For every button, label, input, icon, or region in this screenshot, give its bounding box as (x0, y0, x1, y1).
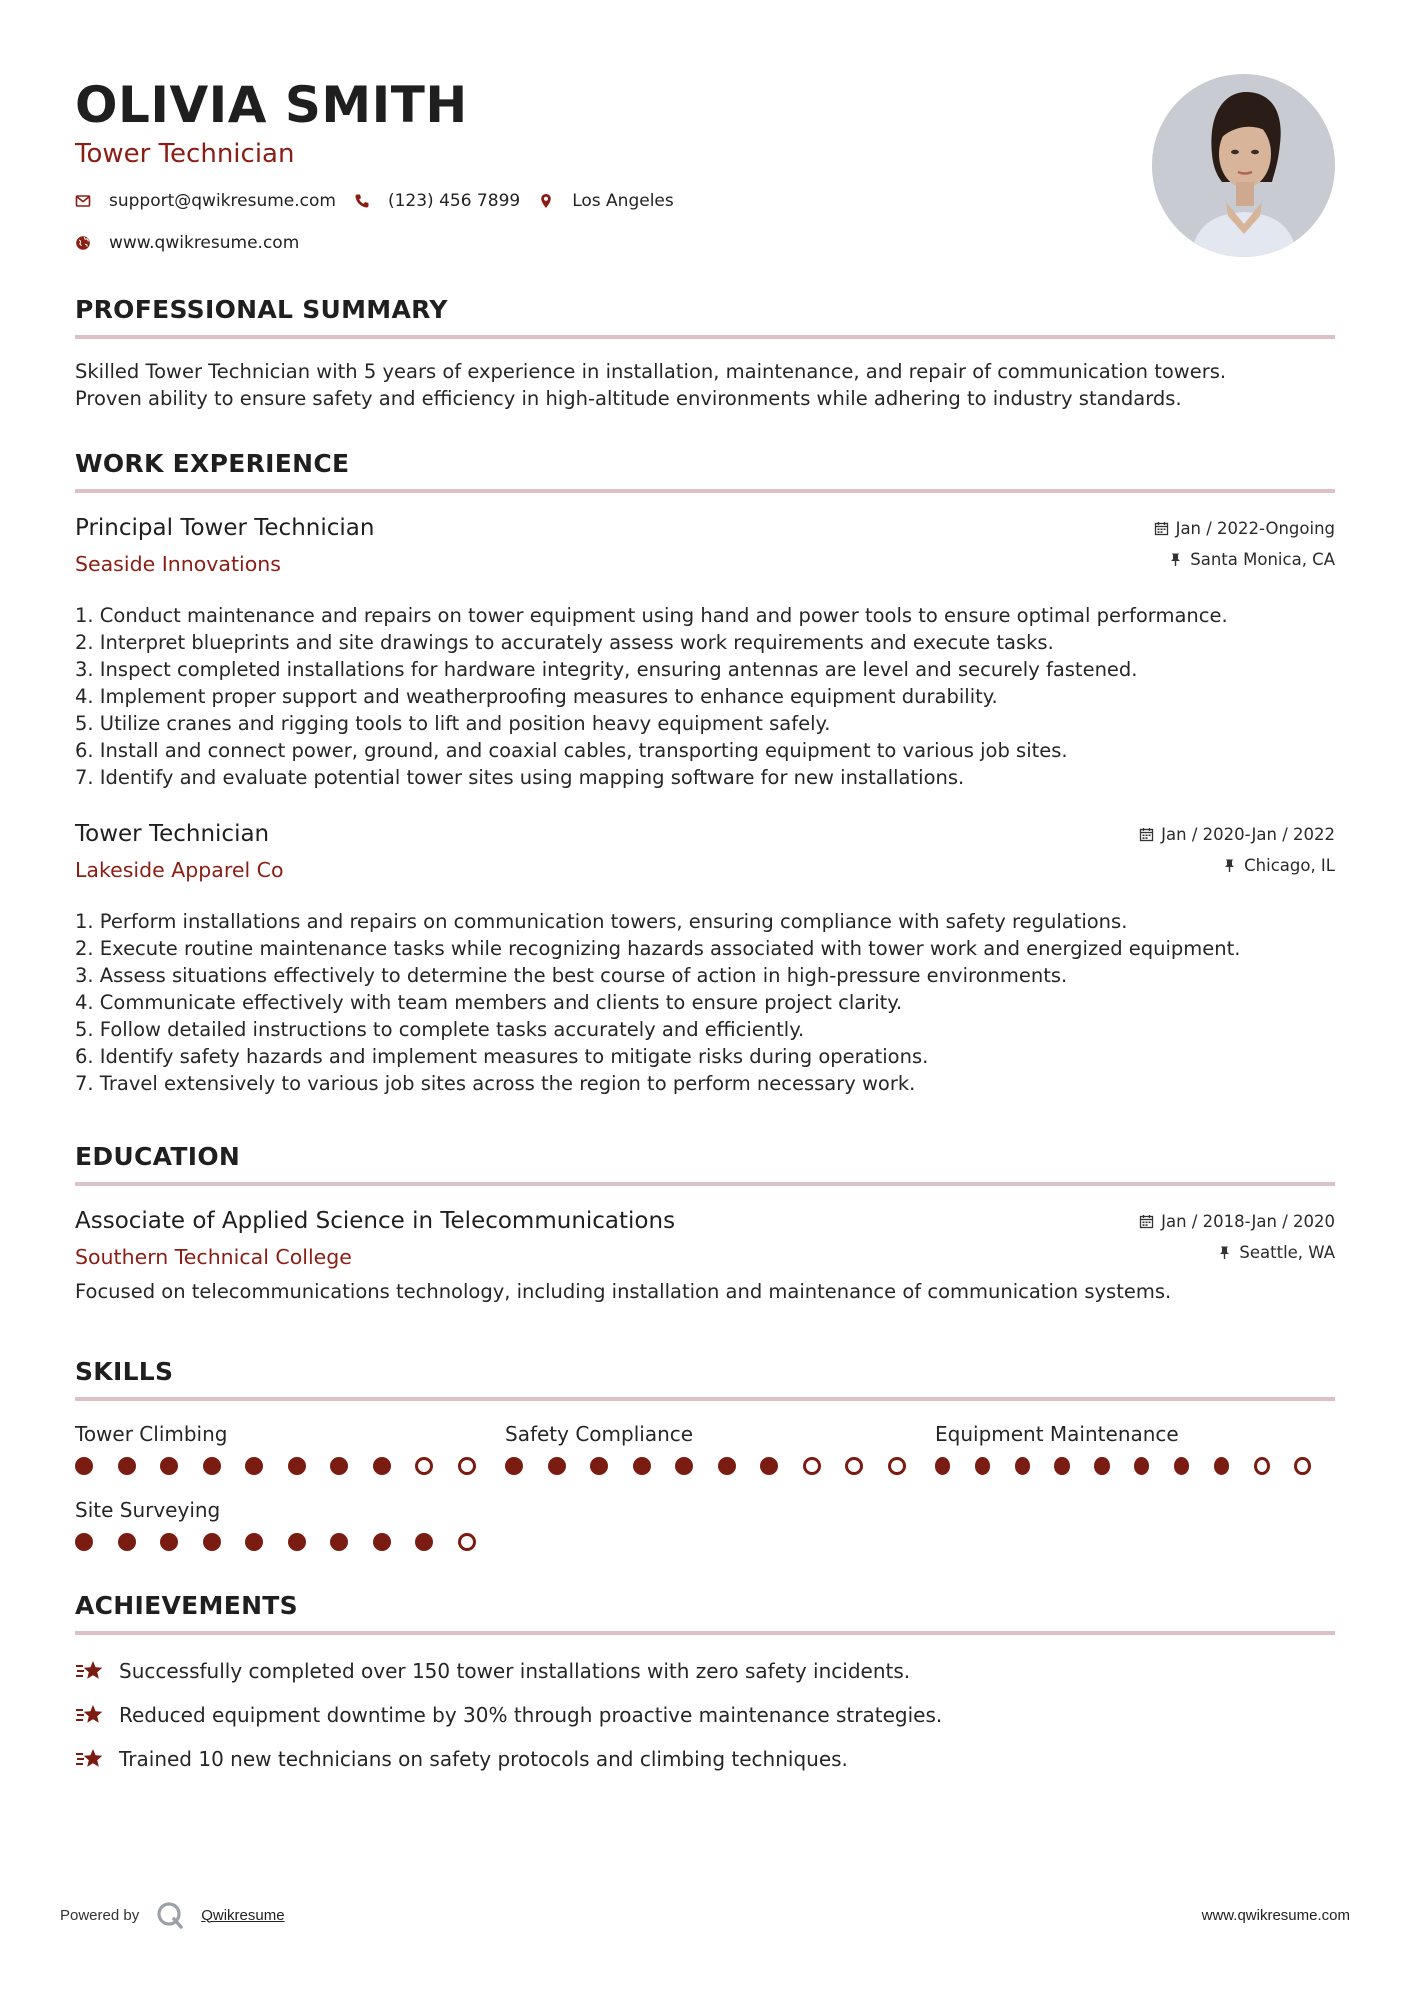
experience-section (75, 448, 1335, 1097)
summary-text (75, 358, 1335, 412)
rating-dot-filled (1214, 1457, 1229, 1475)
contact-website[interactable] (75, 233, 299, 253)
footer-website[interactable]: www.qwikresume.com (1201, 1906, 1350, 1924)
skill-item (75, 1421, 505, 1475)
duty-item: 2. Interpret blueprints and site drawings to accurately assess work requirements and execute tasks. (75, 631, 1054, 654)
achievements-heading: ACHIEVEMENTS (75, 1591, 298, 1620)
rating-dot-filled (718, 1457, 736, 1475)
profile-photo (1152, 74, 1335, 257)
education-section (75, 1141, 1335, 1305)
skill-item (75, 1497, 505, 1551)
contact-row-secondary (75, 230, 1335, 256)
achievement-item (75, 1737, 1335, 1781)
contact-info (75, 188, 1335, 256)
duty-item: 3. Inspect completed installations for hardware integrity, ensuring antennas are level and securely fastened. (75, 658, 1138, 681)
job-entry (75, 513, 1335, 791)
degree-title: Associate of Applied Science in Telecommunications (75, 1208, 676, 1234)
skill-rating (75, 1533, 505, 1551)
section-divider (75, 1182, 1335, 1186)
education-date-text: Jan / 2018-Jan / 2020 (1161, 1212, 1335, 1231)
website-text: www.qwikresume.com (109, 233, 300, 253)
achievements-list (75, 1649, 1335, 1781)
education-location (1217, 1243, 1335, 1262)
contact-row-primary (75, 188, 1335, 214)
achievement-item (75, 1649, 1335, 1693)
calendar-icon (1139, 827, 1154, 842)
rating-dot-filled (590, 1457, 608, 1475)
rating-dot-filled (245, 1533, 263, 1551)
education-date (1139, 1212, 1335, 1231)
phone-text: (123) 456 7899 (387, 191, 521, 211)
calendar-icon (1154, 521, 1169, 536)
powered-by-label: Powered by (60, 1906, 140, 1924)
summary-line-2: Proven ability to ensure safety and efficiency in high-altitude environments while adhering to industry standards. (75, 387, 1182, 410)
experience-heading: WORK EXPERIENCE (75, 449, 350, 478)
duty-item: 6. Install and connect power, ground, and coaxial cables, transporting equipment to various job sites. (75, 739, 1068, 762)
rating-dot-empty (803, 1457, 821, 1475)
job-company: Seaside Innovations (75, 552, 281, 576)
envelope-icon (75, 193, 91, 209)
brand-link[interactable]: Qwikresume (201, 1906, 285, 1924)
duty-item: 4. Implement proper support and weatherproofing measures to enhance equipment durability. (75, 685, 998, 708)
rating-dot-filled (1094, 1457, 1109, 1475)
rating-dot-filled (330, 1533, 348, 1551)
rating-dot-filled (1015, 1457, 1030, 1475)
job-date (1139, 825, 1335, 844)
duty-item: 1. Perform installations and repairs on communication towers, ensuring compliance with safety regulations. (75, 910, 1128, 933)
skill-name: Site Surveying (75, 1498, 221, 1522)
education-description: Focused on telecommunications technology, including installation and maintenance of communication systems. (75, 1280, 1172, 1303)
rating-dot-filled (118, 1457, 136, 1475)
duty-item: 5. Utilize cranes and rigging tools to lift and position heavy equipment safely. (75, 712, 831, 735)
rating-dot-empty (845, 1457, 863, 1475)
rating-dot-filled (548, 1457, 566, 1475)
job-duties (75, 908, 1335, 1097)
duty-item: 2. Execute routine maintenance tasks while recognizing hazards associated with tower work and energized equipment. (75, 937, 1241, 960)
rating-dot-empty (415, 1457, 433, 1475)
map-pin-icon (538, 193, 554, 209)
job-location (1168, 550, 1335, 569)
rating-dot-filled (760, 1457, 778, 1475)
skill-name: Safety Compliance (505, 1422, 694, 1446)
rating-dot-filled (245, 1457, 263, 1475)
qwikresume-logo-icon[interactable] (155, 1900, 185, 1930)
calendar-icon (1139, 1214, 1154, 1229)
pushpin-icon (1217, 1245, 1232, 1260)
email-text: support@qwikresume.com (109, 191, 336, 211)
skill-item (935, 1421, 1335, 1475)
rating-dot-empty (1294, 1457, 1310, 1475)
location-text: Los Angeles (572, 191, 674, 211)
skills-grid (75, 1421, 1335, 1551)
rating-dot-filled (675, 1457, 693, 1475)
section-divider (75, 489, 1335, 493)
achievement-text: Successfully completed over 150 tower installations with zero safety incidents. (119, 1659, 911, 1683)
skill-rating (505, 1457, 935, 1475)
phone-icon (354, 193, 370, 209)
summary-line-1: Skilled Tower Technician with 5 years of experience in installation, maintenance, and repair of communication towers. (75, 360, 1227, 383)
skills-section (75, 1356, 1335, 1551)
rating-dot-filled (160, 1457, 178, 1475)
shooting-star-icon (75, 1658, 105, 1684)
job-duties (75, 602, 1335, 791)
skill-rating (935, 1457, 1335, 1475)
achievement-text: Trained 10 new technicians on safety protocols and climbing techniques. (119, 1747, 848, 1771)
contact-email[interactable] (75, 191, 336, 211)
duty-item: 7. Travel extensively to various job sites across the region to perform necessary work. (75, 1072, 916, 1095)
rating-dot-filled (118, 1533, 136, 1551)
job-location-text: Chicago, IL (1244, 856, 1335, 875)
rating-dot-filled (373, 1457, 391, 1475)
skills-heading: SKILLS (75, 1357, 174, 1386)
rating-dot-filled (415, 1533, 433, 1551)
rating-dot-empty (1254, 1457, 1270, 1475)
rating-dot-empty (458, 1457, 476, 1475)
job-entry (75, 819, 1335, 1097)
rating-dot-filled (935, 1457, 950, 1475)
shooting-star-icon (75, 1702, 105, 1728)
job-title: Tower Technician (75, 821, 270, 847)
job-date-text: Jan / 2020-Jan / 2022 (1161, 825, 1335, 844)
resume-header (75, 74, 1335, 272)
summary-heading: PROFESSIONAL SUMMARY (75, 295, 448, 324)
section-divider (75, 335, 1335, 339)
school-name: Southern Technical College (75, 1245, 352, 1269)
contact-location (538, 191, 674, 211)
education-location-text: Seattle, WA (1239, 1243, 1335, 1262)
section-divider (75, 1397, 1335, 1401)
rating-dot-empty (888, 1457, 906, 1475)
candidate-role: Tower Technician (75, 139, 295, 169)
rating-dot-filled (1134, 1457, 1149, 1475)
rating-dot-filled (373, 1533, 391, 1551)
summary-section (75, 294, 1335, 412)
skill-name: Equipment Maintenance (935, 1422, 1179, 1446)
section-divider (75, 1631, 1335, 1635)
rating-dot-filled (203, 1533, 221, 1551)
job-location-text: Santa Monica, CA (1190, 550, 1335, 569)
duty-item: 4. Communicate effectively with team members and clients to ensure project clarity. (75, 991, 903, 1014)
duty-item: 1. Conduct maintenance and repairs on tower equipment using hand and power tools to ensure optimal performance. (75, 604, 1228, 627)
job-location (1222, 856, 1335, 875)
skill-item (505, 1421, 935, 1475)
rating-dot-filled (288, 1457, 306, 1475)
duty-item: 6. Identify safety hazards and implement measures to mitigate risks during operations. (75, 1045, 929, 1068)
rating-dot-filled (505, 1457, 523, 1475)
rating-dot-filled (1174, 1457, 1189, 1475)
rating-dot-filled (203, 1457, 221, 1475)
achievement-text: Reduced equipment downtime by 30% through proactive maintenance strategies. (119, 1703, 943, 1727)
rating-dot-filled (633, 1457, 651, 1475)
globe-icon (75, 235, 91, 251)
job-company: Lakeside Apparel Co (75, 858, 284, 882)
pushpin-icon (1222, 858, 1237, 873)
rating-dot-filled (330, 1457, 348, 1475)
shooting-star-icon (75, 1746, 105, 1772)
job-date-text: Jan / 2022-Ongoing (1175, 519, 1335, 538)
rating-dot-filled (160, 1533, 178, 1551)
rating-dot-filled (288, 1533, 306, 1551)
rating-dot-empty (458, 1533, 476, 1551)
education-header (75, 1206, 1335, 1278)
job-header (75, 513, 1335, 585)
rating-dot-filled (75, 1533, 93, 1551)
contact-phone[interactable] (354, 191, 520, 211)
rating-dot-filled (75, 1457, 93, 1475)
job-date (1154, 519, 1335, 538)
skill-rating (75, 1457, 505, 1475)
achievement-item (75, 1693, 1335, 1737)
duty-item: 7. Identify and evaluate potential tower sites using mapping software for new installations. (75, 766, 965, 789)
pushpin-icon (1168, 552, 1183, 567)
education-heading: EDUCATION (75, 1142, 241, 1171)
duty-item: 5. Follow detailed instructions to complete tasks accurately and efficiently. (75, 1018, 805, 1041)
rating-dot-filled (975, 1457, 990, 1475)
job-title: Principal Tower Technician (75, 515, 375, 541)
duty-item: 3. Assess situations effectively to determine the best course of action in high-pressure environments. (75, 964, 1068, 987)
skill-name: Tower Climbing (75, 1422, 228, 1446)
candidate-name: OLIVIA SMITH (75, 76, 468, 134)
page-footer (60, 1898, 1350, 1932)
rating-dot-filled (1054, 1457, 1069, 1475)
achievements-section (75, 1590, 1335, 1781)
job-header (75, 819, 1335, 891)
